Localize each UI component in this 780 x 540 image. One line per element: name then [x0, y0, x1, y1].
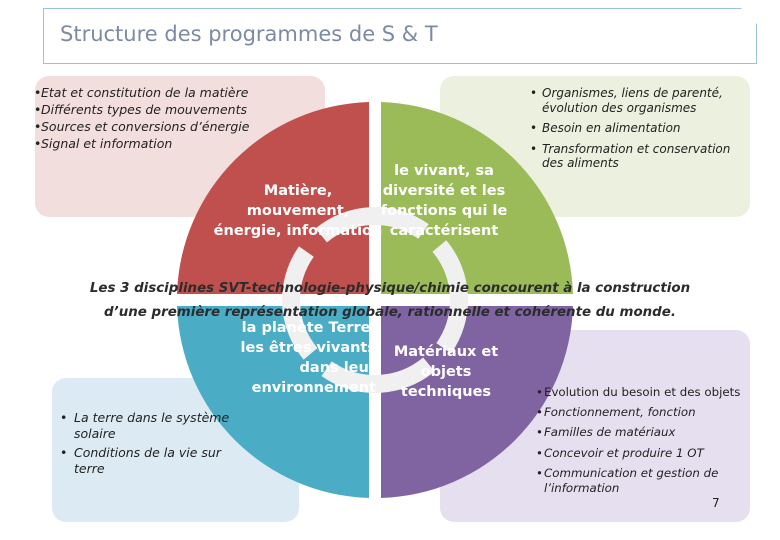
list-item: • Fonctionnement, fonction — [536, 405, 756, 420]
list-item: • Différents types de mouvements — [34, 101, 294, 118]
quadrant-label-bottom-left: la planète Terre, les êtres vivants dans leur environnement — [240, 320, 376, 396]
list-bottom-right — [536, 385, 756, 501]
quadrant-label-top-left: Matière, mouvement, énergie, information — [213, 183, 383, 239]
list-bottom-left — [58, 410, 248, 480]
slide-title: Structure des programmes de S & T — [60, 22, 438, 46]
banner-line-1: Les 3 disciplines SVT-technologie-physique/chimie concourent à la construction — [89, 281, 691, 296]
banner-line-2: d’une première représentation globale, rationnelle et cohérente du monde. — [104, 305, 676, 320]
quadrant-label-top-right: le vivant, sa diversité et les fonctions qui le caractérisent — [380, 163, 508, 239]
quadrant-label-bottom-right: Matériaux et objets techniques — [393, 344, 499, 400]
list-item: • Conditions de la vie sur terre — [58, 445, 248, 477]
list-item: • La terre dans le système solaire — [58, 410, 248, 442]
list-item: • Sources et conversions d’énergie — [34, 118, 294, 135]
list-item: • Besoin en alimentation — [528, 121, 753, 136]
list-item: • Communication et gestion de l’information — [536, 466, 756, 496]
list-item: • Etat et constitution de la matière — [34, 84, 294, 101]
list-item: • Concevoir et produire 1 OT — [536, 446, 756, 461]
list-item: • Familles de matériaux — [536, 425, 756, 440]
page-number: 7 — [712, 496, 720, 510]
list-item: • Organismes, liens de parenté, évolution des organismes — [528, 86, 753, 115]
list-item: • Transformation et conservation des aliments — [528, 142, 753, 171]
list-item: • Signal et information — [34, 135, 294, 152]
list-top-right — [528, 86, 753, 177]
list-top-left — [34, 84, 294, 152]
list-item: • Evolution du besoin et des objets — [536, 385, 756, 400]
